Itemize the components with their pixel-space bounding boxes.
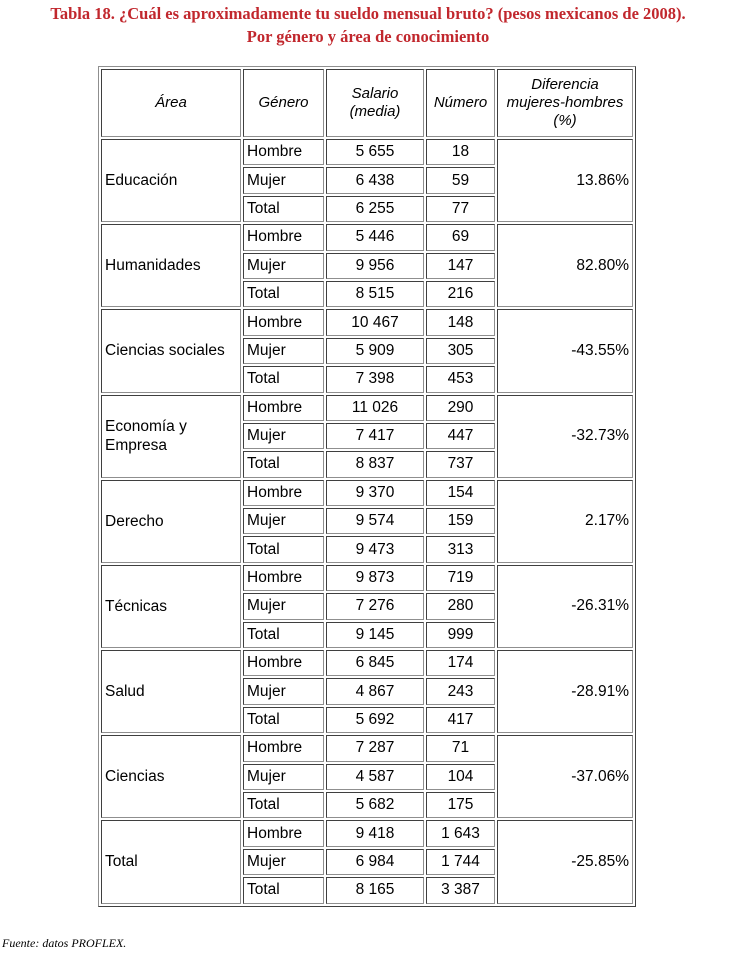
salario-cell: 8 165 <box>326 877 424 903</box>
salario-cell: 5 655 <box>326 139 424 165</box>
genero-cell: Total <box>243 877 324 903</box>
salario-cell: 9 956 <box>326 253 424 279</box>
genero-cell: Mujer <box>243 764 324 790</box>
genero-cell: Hombre <box>243 139 324 165</box>
header-diferencia <box>497 69 633 137</box>
genero-cell: Total <box>243 707 324 733</box>
salario-cell: 5 682 <box>326 792 424 818</box>
salario-cell: 6 845 <box>326 650 424 676</box>
numero-cell: 737 <box>426 451 495 477</box>
table-title-line-1: Tabla 18. ¿Cuál es aproximadamente tu sueldo mensual bruto? (pesos mexicanos de 2008). <box>50 4 686 23</box>
area-cell: Economía y Empresa <box>101 395 241 478</box>
header-salario-line-2: (media) <box>349 103 401 120</box>
genero-cell: Hombre <box>243 395 324 421</box>
genero-cell: Hombre <box>243 650 324 676</box>
salario-cell: 7 276 <box>326 593 424 619</box>
salario-cell: 7 287 <box>326 735 424 761</box>
numero-cell: 447 <box>426 423 495 449</box>
header-genero-label: Género <box>258 94 309 111</box>
salario-cell: 8 837 <box>326 451 424 477</box>
salario-cell: 11 026 <box>326 395 424 421</box>
numero-cell: 280 <box>426 593 495 619</box>
area-cell: Ciencias <box>101 735 241 818</box>
header-row <box>101 69 633 137</box>
table-row <box>101 309 633 335</box>
genero-cell: Hombre <box>243 735 324 761</box>
numero-cell: 999 <box>426 622 495 648</box>
header-diferencia-line-2: mujeres-hombres <box>506 94 624 111</box>
genero-cell: Total <box>243 281 324 307</box>
header-area-label: Área <box>155 94 187 111</box>
numero-cell: 148 <box>426 309 495 335</box>
genero-cell: Total <box>243 366 324 392</box>
area-cell: Derecho <box>101 480 241 563</box>
genero-cell: Hombre <box>243 480 324 506</box>
table-row <box>101 139 633 165</box>
genero-cell: Hombre <box>243 309 324 335</box>
genero-cell: Total <box>243 622 324 648</box>
salario-cell: 6 438 <box>326 167 424 193</box>
source-note: Fuente: datos PROFLEX. <box>2 936 127 950</box>
genero-cell: Total <box>243 792 324 818</box>
header-area <box>101 69 241 137</box>
area-cell: Salud <box>101 650 241 733</box>
numero-cell: 147 <box>426 253 495 279</box>
genero-cell: Total <box>243 451 324 477</box>
salario-cell: 5 446 <box>326 224 424 250</box>
genero-cell: Mujer <box>243 253 324 279</box>
genero-cell: Mujer <box>243 167 324 193</box>
genero-cell: Hombre <box>243 820 324 846</box>
numero-cell: 18 <box>426 139 495 165</box>
header-salario-line-1: Salario <box>351 85 399 102</box>
numero-cell: 59 <box>426 167 495 193</box>
salario-cell: 9 370 <box>326 480 424 506</box>
salario-cell: 4 867 <box>326 678 424 704</box>
diferencia-cell: -43.55% <box>497 309 633 392</box>
numero-cell: 719 <box>426 565 495 591</box>
numero-cell: 175 <box>426 792 495 818</box>
salario-cell: 9 145 <box>326 622 424 648</box>
table-row <box>101 395 633 421</box>
diferencia-cell: -26.31% <box>497 565 633 648</box>
numero-cell: 290 <box>426 395 495 421</box>
genero-cell: Mujer <box>243 593 324 619</box>
area-cell: Humanidades <box>101 224 241 307</box>
numero-cell: 69 <box>426 224 495 250</box>
numero-cell: 71 <box>426 735 495 761</box>
numero-cell: 159 <box>426 508 495 534</box>
header-diferencia-line-3: (%) <box>553 112 577 129</box>
numero-cell: 104 <box>426 764 495 790</box>
numero-cell: 174 <box>426 650 495 676</box>
table-row <box>101 650 633 676</box>
diferencia-cell: 82.80% <box>497 224 633 307</box>
numero-cell: 216 <box>426 281 495 307</box>
salario-cell: 9 873 <box>326 565 424 591</box>
area-cell: Ciencias sociales <box>101 309 241 392</box>
table-body <box>101 139 633 904</box>
numero-cell: 243 <box>426 678 495 704</box>
diferencia-cell: -28.91% <box>497 650 633 733</box>
diferencia-cell: -32.73% <box>497 395 633 478</box>
salario-cell: 5 692 <box>326 707 424 733</box>
genero-cell: Total <box>243 196 324 222</box>
salario-cell: 7 417 <box>326 423 424 449</box>
area-cell: Educación <box>101 139 241 222</box>
table-title-line-2: Por género y área de conocimiento <box>246 27 490 46</box>
salario-cell: 4 587 <box>326 764 424 790</box>
numero-cell: 417 <box>426 707 495 733</box>
salario-cell: 5 909 <box>326 338 424 364</box>
numero-cell: 313 <box>426 536 495 562</box>
numero-cell: 305 <box>426 338 495 364</box>
numero-cell: 3 387 <box>426 877 495 903</box>
table-row <box>101 224 633 250</box>
table-row <box>101 480 633 506</box>
numero-cell: 154 <box>426 480 495 506</box>
numero-cell: 1 643 <box>426 820 495 846</box>
genero-cell: Hombre <box>243 565 324 591</box>
diferencia-cell: -37.06% <box>497 735 633 818</box>
genero-cell: Mujer <box>243 508 324 534</box>
genero-cell: Mujer <box>243 423 324 449</box>
salario-cell: 6 984 <box>326 849 424 875</box>
genero-cell: Total <box>243 536 324 562</box>
salario-cell: 7 398 <box>326 366 424 392</box>
table-title <box>0 2 736 48</box>
table-row <box>101 820 633 846</box>
numero-cell: 453 <box>426 366 495 392</box>
header-numero-label: Número <box>433 94 488 111</box>
table-row <box>101 735 633 761</box>
numero-cell: 77 <box>426 196 495 222</box>
salario-cell: 6 255 <box>326 196 424 222</box>
genero-cell: Hombre <box>243 224 324 250</box>
table-row <box>101 565 633 591</box>
genero-cell: Mujer <box>243 849 324 875</box>
salario-cell: 10 467 <box>326 309 424 335</box>
salario-cell: 9 418 <box>326 820 424 846</box>
diferencia-cell: 2.17% <box>497 480 633 563</box>
salario-cell: 9 473 <box>326 536 424 562</box>
salario-cell: 8 515 <box>326 281 424 307</box>
salary-table <box>98 66 636 907</box>
diferencia-cell: -25.85% <box>497 820 633 903</box>
header-genero <box>243 69 324 137</box>
genero-cell: Mujer <box>243 338 324 364</box>
numero-cell: 1 744 <box>426 849 495 875</box>
header-numero <box>426 69 495 137</box>
header-diferencia-line-1: Diferencia <box>531 76 599 93</box>
area-cell: Total <box>101 820 241 903</box>
header-salario <box>326 69 424 137</box>
salario-cell: 9 574 <box>326 508 424 534</box>
area-cell: Técnicas <box>101 565 241 648</box>
genero-cell: Mujer <box>243 678 324 704</box>
diferencia-cell: 13.86% <box>497 139 633 222</box>
